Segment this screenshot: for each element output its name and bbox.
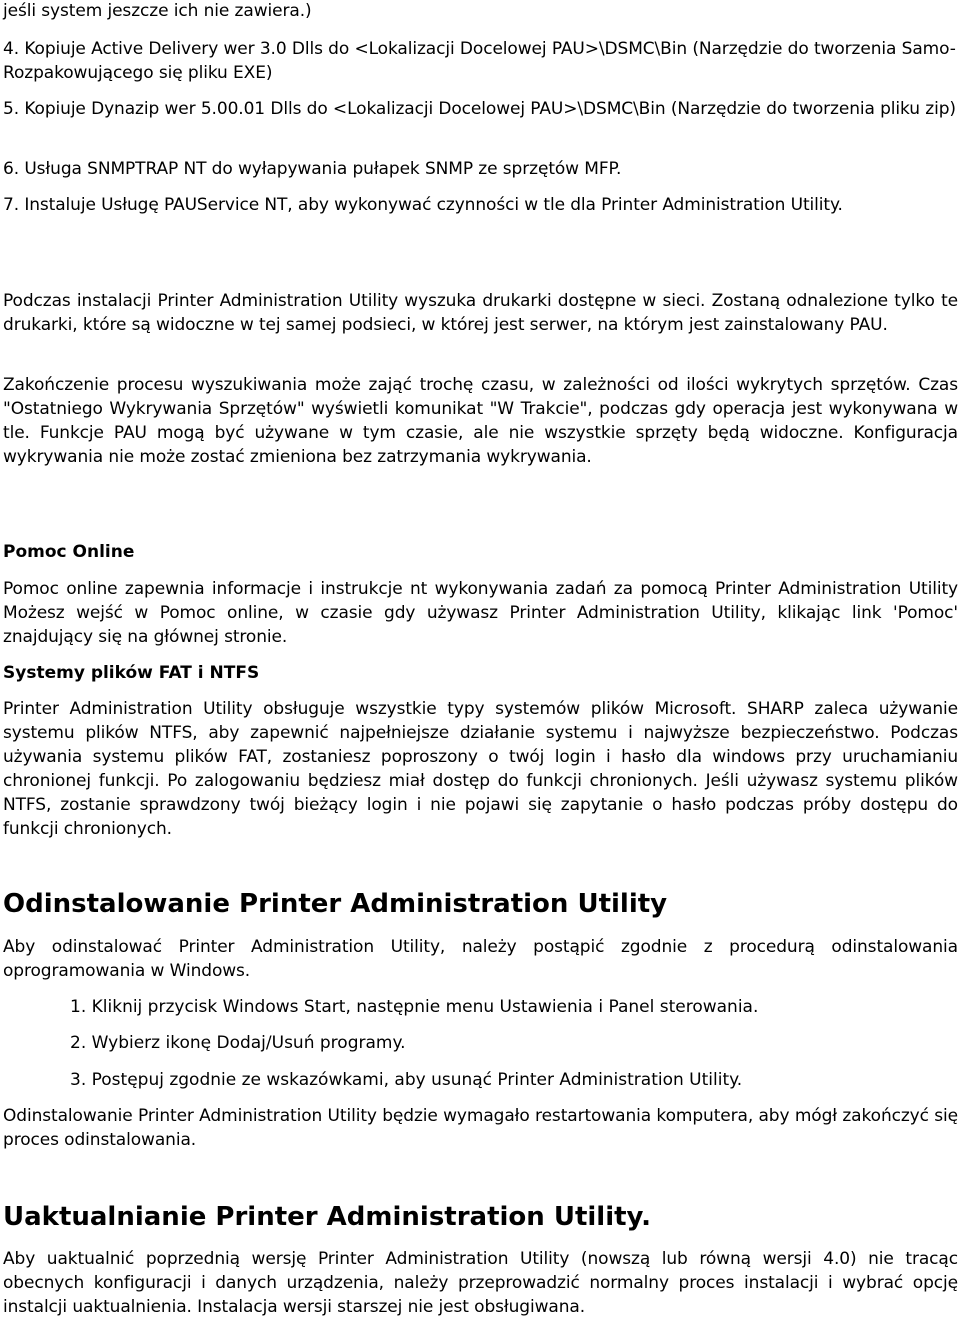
uninstall-step-3: 3. Postępuj zgodnie ze wskazówkami, aby usunąć Printer Administration Utility. (70, 1070, 743, 1090)
install-step-4: 4. Kopiuje Active Delivery wer 3.0 Dlls do <Lokalizacji Docelowej PAU>\DSMC\Bin (Narzędzie do tworzenia Samo-Rozpakowującego się pliku EXE) (3, 39, 956, 83)
uninstall-step-2: 2. Wybierz ikonę Dodaj/Usuń programy. (70, 1033, 406, 1053)
continuation-text: jeśli system jeszcze ich nie zawiera.) (3, 1, 312, 21)
upgrade-text: Aby uaktualnić poprzednią wersję Printer Administration Utility (nowszą lub równą wersji 4.0) nie tracąc obecnych konfiguracji i danych urządzenia, należy przeprowadzić normalny proces instalacji i wybrać opcję instalcji uaktualnienia. Instalacja wersji starszej nie jest obsługiwana. (3, 1249, 958, 1317)
uninstall-intro: Aby odinstalować Printer Administration Utility, należy postąpić zgodnie z procedurą odinstalowania oprogramowania w Windows. (3, 937, 958, 981)
install-step-7: 7. Instaluje Usługę PAUService NT, aby wykonywać czynności w tle dla Printer Administration Utility. (3, 195, 843, 215)
filesystems-text: Printer Administration Utility obsługuje wszystkie typy systemów plików Microsoft. SHARP zaleca używanie systemu plików NTFS, aby zapewnić najpełniejsze działanie systemu i najwyższe bezpieczeństwo. Podczas używania systemu plików FAT, zostaniesz poproszony o twój login i hasło dla windows przy uruchamianiu chronionej funkcji. Po zalogowaniu będziesz miał dostęp do funkcji chronionych. Jeśli używasz systemu plików NTFS, zostanie sprawdzony twój bieżący login i nie pojawi się zapytanie o hasło podczas próby dostępu do funkcji chronionych. (3, 699, 958, 839)
uninstall-step-1: 1. Kliknij przycisk Windows Start, następnie menu Ustawienia i Panel sterowania. (70, 997, 759, 1017)
online-help-heading: Pomoc Online (3, 542, 135, 562)
upgrade-heading: Uaktualnianie Printer Administration Utility. (3, 1202, 651, 1232)
uninstall-heading: Odinstalowanie Printer Administration Utility (3, 889, 668, 919)
install-step-6: 6. Usługa SNMPTRAP NT do wyłapywania pułapek SNMP ze sprzętów MFP. (3, 159, 622, 179)
discovery-paragraph-1: Podczas instalacji Printer Administration Utility wyszuka drukarki dostępne w sieci. Zostaną odnalezione tylko te drukarki, które są widoczne w tej samej podsieci, w której jest serwer, na którym jest zainstalowany PAU. (3, 291, 958, 335)
online-help-text: Pomoc online zapewnia informacje i instrukcje nt wykonywania zadań za pomocą Printer Administration Utility Możesz wejść w Pomoc online, w czasie gdy używasz Printer Administration Utility, klikając link 'Pomoc' znajdujący się na głównej stronie. (3, 579, 958, 647)
filesystems-heading: Systemy plików FAT i NTFS (3, 663, 260, 683)
discovery-paragraph-2: Zakończenie procesu wyszukiwania może zająć trochę czasu, w zależności od ilości wykrytych sprzętów. Czas "Ostatniego Wykrywania Sprzętów" wyświetli komunikat "W Trakcie", podczas gdy operacja jest wykonywana w tle. Funkcje PAU mogą być używane w tym czasie, ale nie wszystkie sprzęty będą widoczne. Konfiguracja wykrywania nie może zostać zmieniona bez zatrzymania wykrywania. (3, 375, 958, 467)
uninstall-outro: Odinstalowanie Printer Administration Utility będzie wymagało restartowania komputera, aby mógł zakończyć się proces odinstalowania. (3, 1106, 958, 1150)
install-step-5: 5. Kopiuje Dynazip wer 5.00.01 Dlls do <Lokalizacji Docelowej PAU>\DSMC\Bin (Narzędzie do tworzenia pliku zip) (3, 99, 956, 119)
